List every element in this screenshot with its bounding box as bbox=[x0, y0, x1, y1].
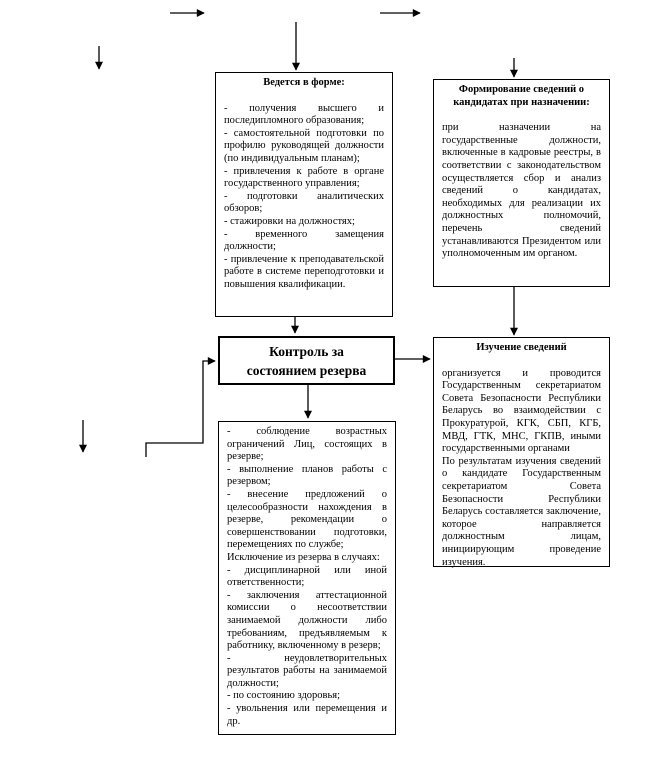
monitoring-item: - по состоянию здоровья; bbox=[227, 690, 341, 702]
monitoring-item: - внесение предложений о целесообразности нахождения в резерве, рекомендации о совершенствовании подготовки, перемещениях по службе; bbox=[227, 488, 387, 551]
forms-box-title: Ведется в форме: bbox=[263, 77, 345, 88]
forms-item: - привлечения к работе в органе государственного управления; bbox=[224, 165, 384, 190]
monitoring-item: - дисциплинарной или иной ответственности; bbox=[227, 564, 387, 589]
monitoring-item: - неудовлетворительных результатов работы на занимаемой должности; bbox=[227, 652, 387, 689]
study-box-paragraph: организуется и проводится Государственным секретариатом Совета Безопасности Республики Беларусь во взаимодействии с Прокуратурой, КГК, СБП, КГБ, МВД, ГТК, МНС, ГКПВ, иными государственными органами bbox=[442, 367, 601, 455]
forms-item: - стажировки на должностях; bbox=[224, 215, 355, 227]
arrow-loop-into-control-icon bbox=[146, 361, 215, 457]
formation-box-title: Формирование сведений о кандидатах при назначении: bbox=[453, 84, 590, 108]
study-box bbox=[433, 337, 610, 567]
forms-item: - временного замещения должности; bbox=[224, 228, 384, 253]
control-box bbox=[218, 336, 395, 385]
monitoring-box bbox=[218, 421, 396, 735]
forms-item: - подготовки аналитических обзоров; bbox=[224, 190, 384, 215]
monitoring-item: - заключения аттестационной комиссии о несоответствии занимаемой должности либо требованиям, предъявляемым к работнику, включенному в резерв; bbox=[227, 589, 387, 652]
study-box-paragraph: По результатам изучения сведений о кандидате Государственным секретариатом Совета Безопасности Республики Беларусь составляется заключение, которое направляется должностным лицам, инициирующим проведение изучения. bbox=[442, 455, 601, 568]
forms-item: - привлечение к преподавательской работе в системе переподготовки и повышения квалификации. bbox=[224, 253, 384, 290]
monitoring-item: Исключение из резерва в случаях: bbox=[227, 551, 380, 563]
forms-item: - самостоятельной подготовки по профилю руководящей должности (по индивидуальным планам); bbox=[224, 127, 384, 164]
monitoring-item: - увольнения или перемещения и др. bbox=[227, 703, 387, 727]
control-box-title: Контроль за состоянием резерва bbox=[246, 343, 367, 378]
monitoring-item: - выполнение планов работы с резервом; bbox=[227, 463, 387, 488]
forms-item: - получения высшего и последипломного образования; bbox=[224, 102, 384, 127]
study-box-title: Изучение сведений bbox=[476, 342, 567, 353]
formation-box bbox=[433, 79, 610, 287]
monitoring-item: - соблюдение возрастных ограничений Лиц, состоящих в резерве; bbox=[227, 426, 387, 463]
forms-box bbox=[215, 72, 393, 317]
formation-box-body: при назначении на государственные должности, включенные в кадровые реестры, в соответствии с законодательством осуществляется сбор и анализ сведений о кандидатах, необходимых для реализации их должностных полномочий, перечень сведений устанавливаются Президентом или уполномоченным им органом. bbox=[442, 122, 601, 260]
